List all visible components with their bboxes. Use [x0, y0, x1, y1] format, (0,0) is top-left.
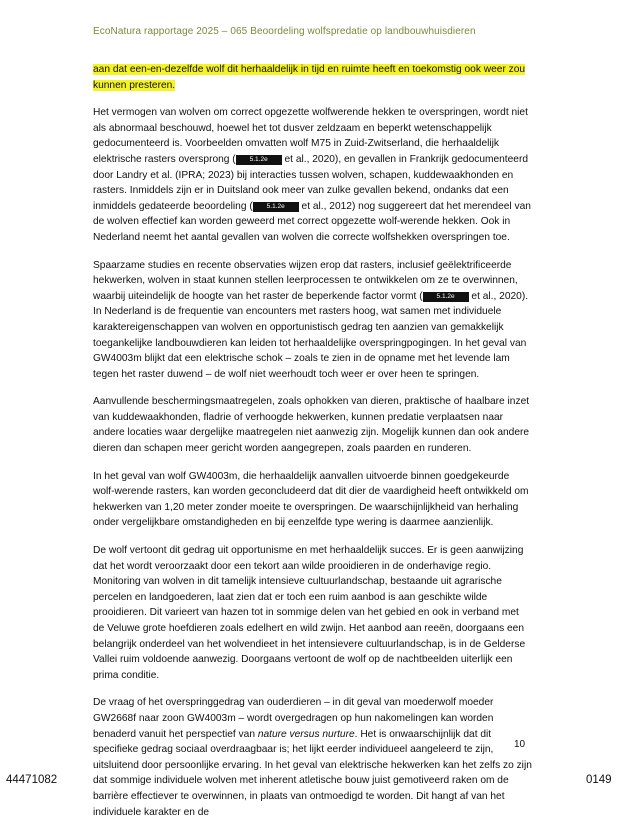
paragraph-3: Spaarzame studies en recente observaties wijzen erop dat rasters, inclusief geëlektrificeerde hekwerken, wolven in staat kunnen stellen leerprocessen te ontwikkelen om ze te overwinnen, waarbij uiteindelijk de hoogte van het raster de beperkende factor vormt ( 5.1.2e et al., 2020). In Nederland is de frequentie van encounters met rasters hoog, wat samen met individuele karaktereigenschappen van wolven en opportunistisch gedrag ten aanzien van gemakkelijk toegankelijke landbouwdieren kan leiden tot herhaaldelijke overspringpogingen. In het geval van GW4003m blijkt dat een elektrische schok – zoals te zien in de opname met het levende lam tegen het raster duwend – de wolf niet weerhoudt toch weer er over heen te springen. [93, 259, 529, 380]
italic-term: nature versus nurture [257, 728, 355, 740]
paragraph-1 [93, 62, 533, 93]
bates-number: 0149 [586, 774, 612, 786]
document-id: 44471082 [6, 774, 58, 786]
page-number: 10 [514, 739, 526, 750]
paragraph-5: In het geval van wolf GW4003m, die herhaaldelijk aanvallen uitvoerde binnen goedgekeurde wolf-werende rasters, kan worden geconcludeerd dat dit dier de vaardigheid heeft ontwikkeld om hekwerken van 1,20 meter zonder moeite te overspringen. De waarschijnlijkheid van herhaling onder vergelijkbare omstandigheden en bij eenzelfde type wering is daarmee aanzienlijk. [93, 470, 529, 529]
report-body [93, 62, 533, 832]
paragraph-6: De wolf vertoont dit gedrag uit opportunisme en met herhaaldelijk succes. Er is geen aanwijzing dat het wordt veroorzaakt door een tekort aan wilde prooidieren in de onderhavige regio. Monitoring van wolven in dit tamelijk intensieve cultuurlandschap, bestaande uit agrarische percelen en landgoederen, laat zien dat er toch een ruim aanbod is aan geschikte wilde prooidieren. Dit varieert van hazen tot in sommige delen van het gebied en ook in verband met de Veluwe grote hoefdieren zoals edelhert en wild zwijn. Het aanbod aan reeën, doorgaans een belangrijk onderdeel van het wolvendieet in het intensievere cultuurlandschap, is in de Gelderse Vallei ruim voldoende aanwezig. Doorgaans vertoont de wolf op de nachtbeelden uiterlijk een prima conditie. [93, 545, 526, 681]
redaction-box: 5.1.2e [253, 202, 299, 212]
highlighted-text: aan dat een-en-dezelfde wolf dit herhaaldelijk in tijd en ruimte heeft en toekomstig ook weer zou kunnen presteren. [93, 64, 526, 91]
paragraph-4: Aanvullende beschermingsmaatregelen, zoals ophokken van dieren, praktische of haalbare inzet van kuddewaakhonden, fladrie of verhoogde hekwerken, kunnen predatie verplaatsen naar andere locaties waar dergelijke maatregelen niet aanwezig zijn. Mogelijk kunnen dan ook andere dieren dan schapen meer gericht worden aangegrepen, zoals paarden en runderen. [93, 396, 530, 455]
redaction-box: 5.1.2e [236, 155, 282, 165]
paragraph-7: De vraag of het overspringgedrag van ouderdieren – in dit geval van moederwolf moeder GW2668f naar zoon GW4003m – wordt overgedragen op hun nakomelingen kan worden benaderd vanuit het perspectief van nature versus nurture. Het is onwaarschijnlijk dat dit specifieke gedrag sociaal overdraagbaar is; het lijkt eerder individueel aangeleerd te zijn, uitsluitend door persoonlijke ervaring. In het geval van elektrische hekwerken kan het zelfs zo zijn dat sommige individuele wolven met inherent atletische bouw juist gemotiveerd raken om de barrière effectiever te overwinnen, in plaats van ontmoedigd te worden. Dit hangt af van het individuele karakter en de [93, 697, 532, 818]
paragraph-2: Het vermogen van wolven om correct opgezette wolfwerende hekken te overspringen, wordt niet als abnormaal beschouwd, hoewel het tot dusver zeldzaam en beperkt wetenschappelijk gedocumenteerd is. Voorbeelden omvatten wolf M75 in Zuid-Zwitserland, die herhaaldelijk elektrische rasters oversprong ( 5.1.2e et al., 2020), en gevallen in Frankrijk gedocumenteerd door Landry et al. (IPRA; 2023) bij interacties tussen wolven, schapen, kuddewaakhonden en rasters. Inmiddels zijn er in Duitsland ook meer van zulke gevallen bekend, ondanks dat een inmiddels gedateerde beoordeling ( 5.1.2e et al., 2012) nog suggereert dat het merendeel van de wolven effectief kan worden geweerd met correct opgezette wolf-werende hekken. Ook in Nederland neemt het aantal gevallen van wolven die correcte wolfshekken overspringen toe. [93, 107, 531, 243]
redaction-box: 5.1.2e [423, 292, 469, 302]
running-header: EcoNatura rapportage 2025 – 065 Beoordeling wolfspredatie op landbouwhuisdieren [93, 26, 476, 37]
